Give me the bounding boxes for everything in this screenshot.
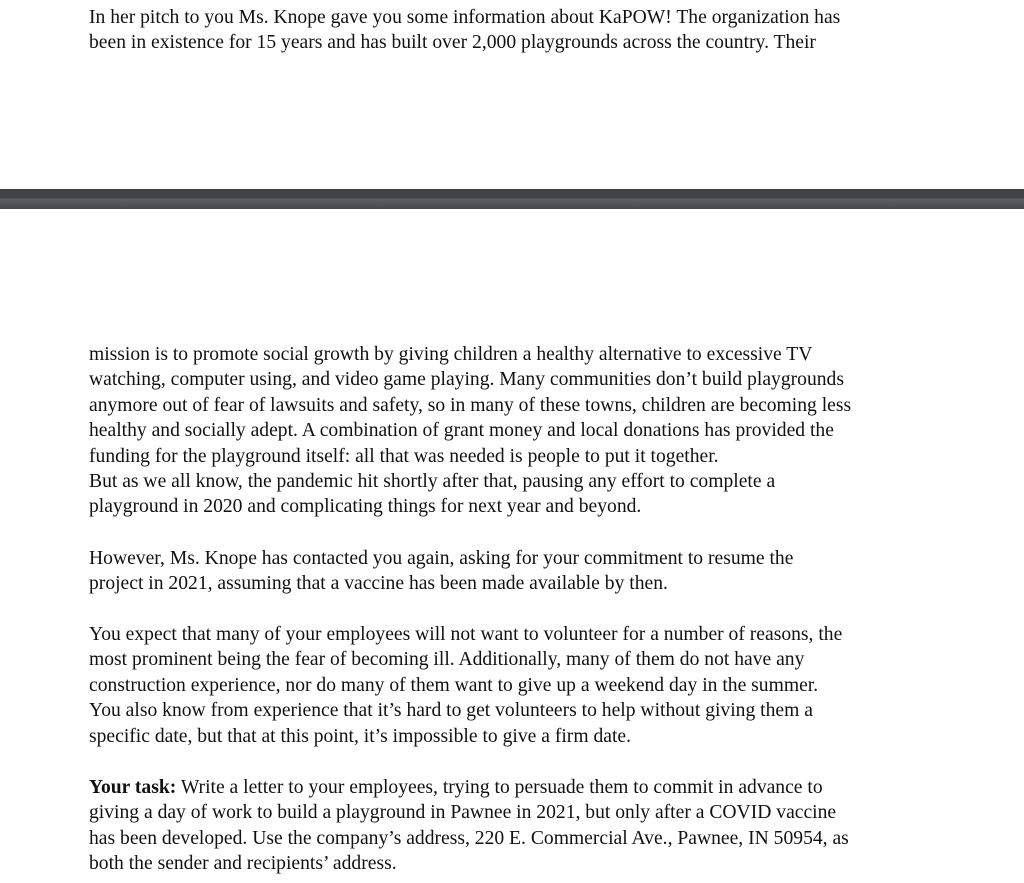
- text-line: playground in 2020 and complicating things for next year and beyond.: [89, 496, 642, 518]
- text-line: In her pitch to you Ms. Knope gave you some information about KaPOW! The organization has: [89, 7, 841, 28]
- text-line: You expect that many of your employees will not want to volunteer for a number of reasons, the: [89, 624, 843, 645]
- text-line: anymore out of fear of lawsuits and safety, so in many of these towns, children are becoming less: [89, 394, 852, 416]
- text-line: healthy and socially adept. A combination of grant money and local donations has provided the: [89, 420, 834, 442]
- paragraph-intro: [89, 5, 969, 56]
- text-line: most prominent being the fear of becoming ill. Additionally, many of them do not have any: [89, 649, 805, 671]
- text-line: funding for the playground itself: all that was needed is people to put it together.: [89, 445, 719, 467]
- text-line: giving a day of work to build a playground in Pawnee in 2021, but only after a COVID vaccine: [89, 802, 837, 824]
- paragraph-task: [89, 775, 969, 877]
- text-line: project in 2021, assuming that a vaccine has been made available by then.: [89, 573, 668, 595]
- document-page-top: [0, 0, 1024, 189]
- paragraph-however: [89, 546, 969, 597]
- text-line: been in existence for 15 years and has built over 2,000 playgrounds across the country. Their: [89, 32, 816, 54]
- document-page-bottom: [0, 209, 1024, 883]
- task-first-line: [89, 775, 969, 800]
- paragraph-mission: [89, 342, 969, 520]
- text-line: watching, computer using, and video game playing. Many communities don’t build playgrounds: [89, 369, 844, 391]
- page-break-gap: [0, 189, 1024, 209]
- task-first-line-rest: Write a letter to your employees, trying to persuade them to commit in advance to: [176, 777, 823, 798]
- text-line: However, Ms. Knope has contacted you again, asking for your commitment to resume the: [89, 548, 794, 569]
- text-line: But as we all know, the pandemic hit shortly after that, pausing any effort to complete a: [89, 471, 776, 493]
- task-label: Your task:: [89, 777, 177, 798]
- text-line: both the sender and recipients’ address.: [89, 853, 397, 875]
- text-line: has been developed. Use the company’s address, 220 E. Commercial Ave., Pawnee, IN 50954, as: [89, 827, 849, 849]
- text-line: specific date, but that at this point, it’s impossible to give a firm date.: [89, 725, 631, 747]
- text-line: construction experience, nor do many of them want to give up a weekend day in the summer.: [89, 674, 819, 696]
- paragraph-expect: [89, 622, 969, 749]
- text-line: You also know from experience that it’s hard to get volunteers to help without giving them a: [89, 700, 813, 722]
- text-line: mission is to promote social growth by giving children a healthy alternative to excessive TV: [89, 344, 813, 365]
